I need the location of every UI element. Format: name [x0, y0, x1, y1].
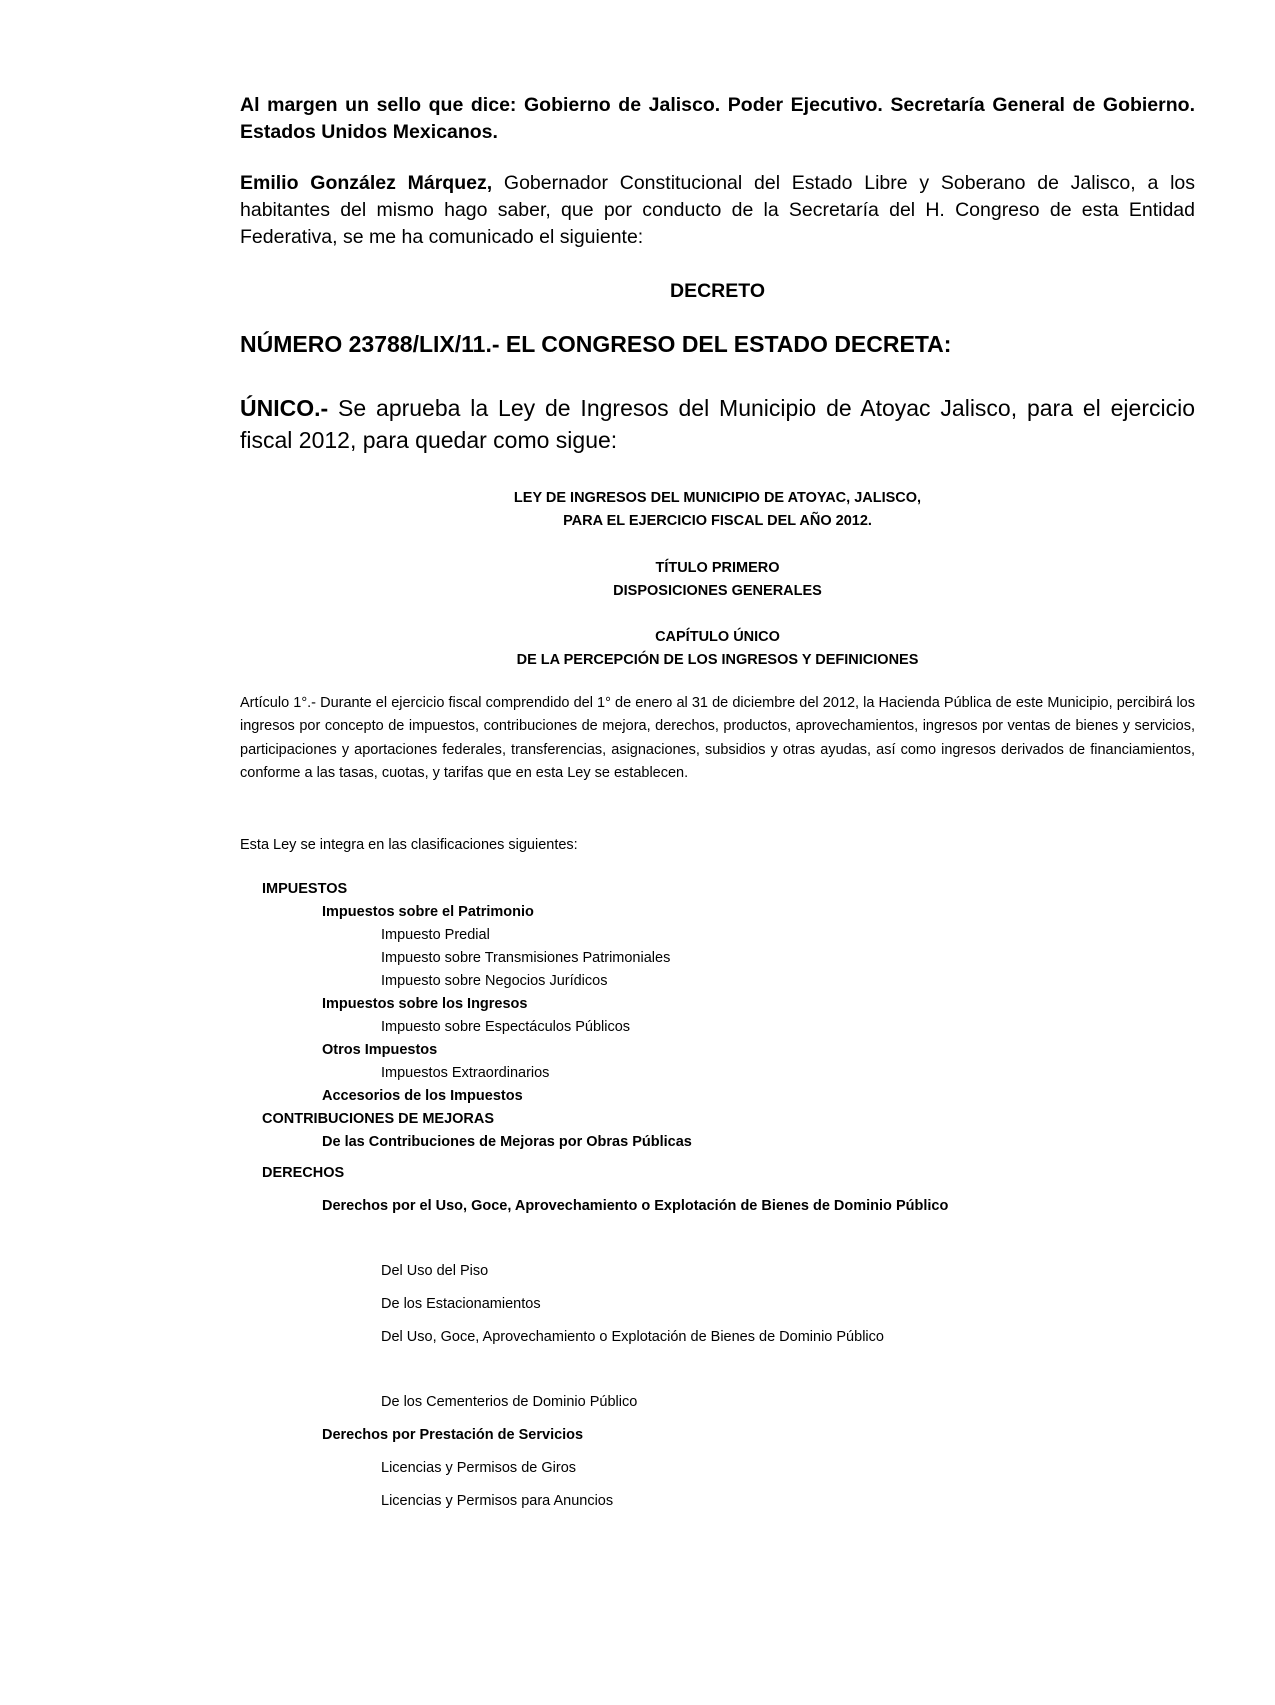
law-title-line-2: PARA EL EJERCICIO FISCAL DEL AÑO 2012.: [563, 513, 872, 529]
classification-item: IMPUESTOS: [262, 881, 348, 897]
classification-item: Impuestos sobre los Ingresos: [322, 996, 528, 1012]
classification-item: Impuesto Predial: [381, 927, 490, 943]
classification-item: Impuestos sobre el Patrimonio: [322, 904, 534, 920]
classification-item: Impuesto sobre Espectáculos Públicos: [381, 1019, 631, 1035]
decree-number-line: NÚMERO 23788/LIX/11.- EL CONGRESO DEL ESTADO DECRETA:: [240, 331, 952, 357]
law-title-line-1: LEY DE INGRESOS DEL MUNICIPIO DE ATOYAC, JALISCO,: [513, 490, 922, 506]
integra-text: Esta Ley se integra en las clasificaciones siguientes:: [240, 837, 578, 853]
governor-name: Emilio González Márquez,: [240, 172, 493, 194]
classification-item: De los Cementerios de Dominio Público: [381, 1394, 638, 1410]
capitulo-line-1: CAPÍTULO ÚNICO: [655, 629, 780, 645]
classification-item: Accesorios de los Impuestos: [322, 1088, 523, 1104]
intro-text: Gobernador Constitucional del Estado Libre y Soberano de Jalisco, a los habitantes del mismo hago saber, que por conducto de la Secretaría del H. Congreso de esta Entidad Federativa, se me ha comunicado el siguiente:: [240, 172, 1195, 248]
article-1-paragraph: Artículo 1°.- Durante el ejercicio fiscal comprendido del 1° de enero al 31 de diciembre del 2012, la Hacienda Pública de este Municipio, percibirá los ingresos por concepto de impuestos, contribuciones de mejora, derechos, productos, aprovechamientos, ingresos por ventas de bienes y servicios, participaciones y aportaciones federales, transferencias, asignaciones, subsidios y otras ayudas, así como ingresos derivados de financiamientos, conforme a las tasas, cuotas, y tarifas que en esta Ley se establecen.: [240, 695, 1195, 781]
classification-item: Impuesto sobre Transmisiones Patrimoniales: [381, 950, 671, 966]
titulo-line-1: TÍTULO PRIMERO: [655, 560, 780, 576]
classification-item: De los Estacionamientos: [381, 1296, 541, 1312]
intro-paragraph: [240, 170, 1195, 251]
classification-item: Otros Impuestos: [322, 1042, 438, 1058]
capitulo-line-2: DE LA PERCEPCIÓN DE LOS INGRESOS Y DEFINICIONES: [516, 652, 919, 668]
classification-item: DERECHOS: [262, 1165, 345, 1181]
titulo-line-2: DISPOSICIONES GENERALES: [613, 583, 822, 599]
unico-text: Se aprueba la Ley de Ingresos del Municipio de Atoyac Jalisco, para el ejercicio fiscal 2012, para quedar como sigue:: [240, 395, 1195, 453]
classification-item: Del Uso, Goce, Aprovechamiento o Explotación de Bienes de Dominio Público: [381, 1329, 884, 1345]
classification-item: Del Uso del Piso: [381, 1263, 489, 1279]
classification-item: Impuestos Extraordinarios: [381, 1065, 550, 1081]
classification-item: Derechos por Prestación de Servicios: [322, 1427, 584, 1443]
classification-item: Impuesto sobre Negocios Jurídicos: [381, 973, 608, 989]
unico-label: ÚNICO.-: [240, 395, 329, 421]
capitulo-heading: [240, 626, 1195, 672]
classification-item: Derechos por el Uso, Goce, Aprovechamiento o Explotación de Bienes de Dominio Público: [322, 1198, 949, 1214]
seal-paragraph: Al margen un sello que dice: Gobierno de Jalisco. Poder Ejecutivo. Secretaría General de Gobierno. Estados Unidos Mexicanos.: [240, 94, 1195, 143]
classification-item: De las Contribuciones de Mejoras por Obras Públicas: [322, 1134, 692, 1150]
unico-paragraph: [240, 392, 1195, 456]
classification-item: Licencias y Permisos de Giros: [381, 1460, 577, 1476]
titulo-heading: [240, 557, 1195, 603]
classification-item: Licencias y Permisos para Anuncios: [381, 1493, 614, 1509]
classification-item: CONTRIBUCIONES DE MEJORAS: [262, 1111, 495, 1127]
decree-heading: DECRETO: [670, 280, 765, 302]
law-title: [240, 487, 1195, 533]
